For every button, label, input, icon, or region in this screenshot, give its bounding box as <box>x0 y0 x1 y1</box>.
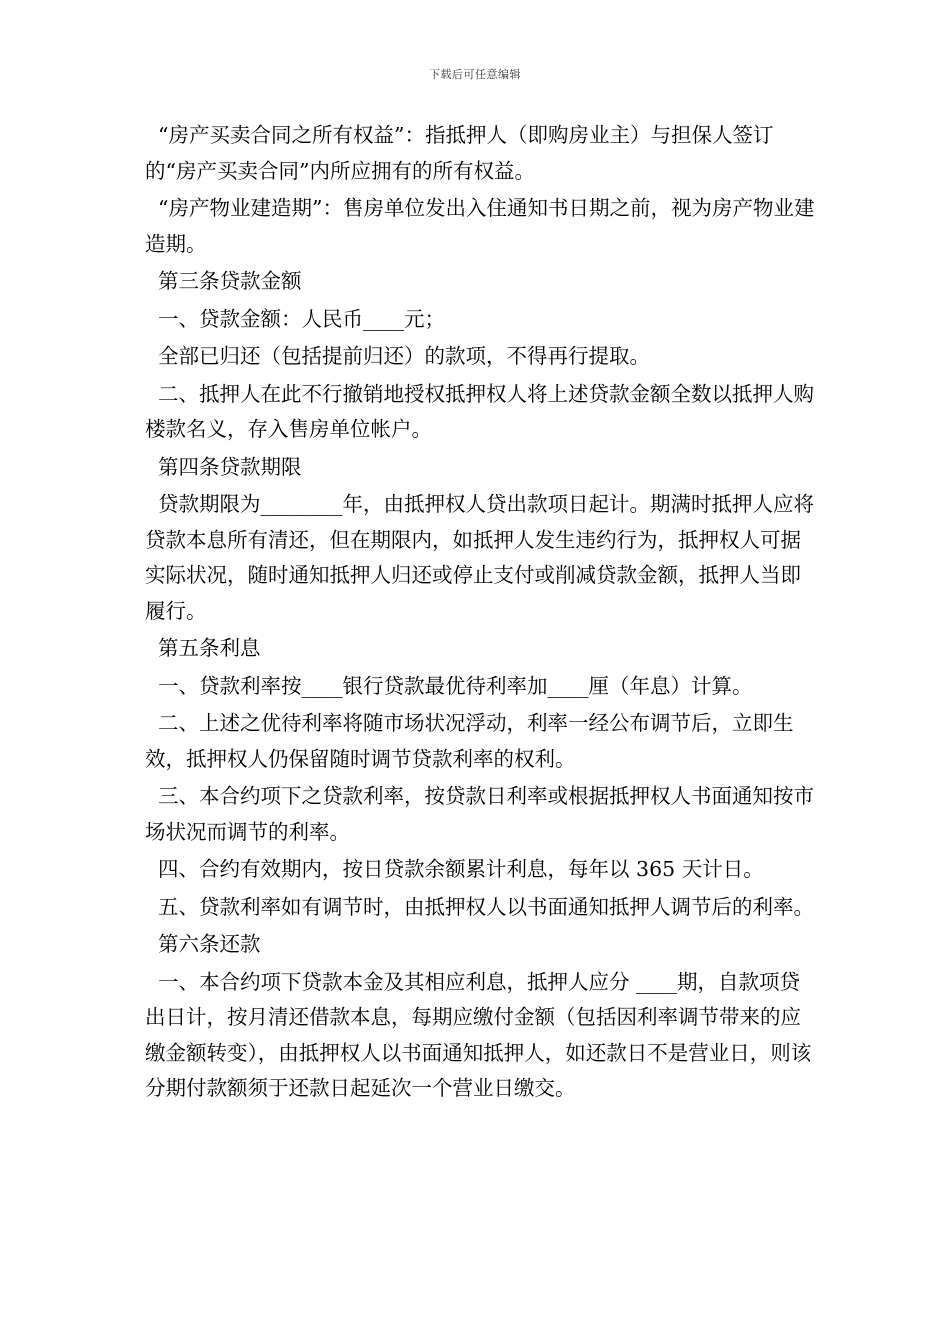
article-5-clause-1: 一、贷款利率按____银行贷款最优待利率加____厘（年息）计算。 <box>145 673 753 698</box>
article-6-clause-1: 一、本合约项下贷款本金及其相应利息，抵押人应分 ____期，自款项贷出日计，按月清还借款本息，每期应缴付金额（包括因利率调节带来的应缴金额转变），由抵押权人以书面通知抵押人，如还款日不是营业日，则该分期付款额须于还款日起延次一个营业日缴交。 <box>145 969 812 1100</box>
article-5-clause-3: 三、本合约项下之贷款利率，按贷款日利率或根据抵押权人书面通知按市场状况而调节的利率。 <box>145 784 815 844</box>
article-5-clause-2: 二、上述之优待利率将随市场状况浮动，利率一经公布调节后，立即生效，抵押权人仍保留随时调节贷款利率的权利。 <box>145 711 794 771</box>
article-4-heading: 第四条贷款期限 <box>145 454 302 479</box>
definition-purchase-contract-rights: “房产买卖合同之所有权益”：指抵押人（即购房业主）与担保人签订的“房产买卖合同”内所应拥有的所有权益。 <box>145 123 774 183</box>
article-5-clause-4: 四、合约有效期内，按日贷款余额累计利息，每年以 365 天计日。 <box>145 857 764 881</box>
article-3-heading: 第三条贷款金额 <box>145 269 302 293</box>
article-5-heading: 第五条利息 <box>145 636 261 660</box>
article-6-heading: 第六条还款 <box>145 932 261 956</box>
article-3-repaid-note: 全部已归还（包括提前归还）的款项，不得再行提取。 <box>145 344 651 368</box>
page-header: 下载后可任意编辑 <box>429 68 521 81</box>
definition-construction-period: “房产物业建造期”：售房单位发出入住通知书日期之前，视为房产物业建造期。 <box>145 196 815 256</box>
article-5-clause-5: 五、贷款利率如有调节时，由抵押权人以书面通知抵押人调节后的利率。 <box>145 894 815 919</box>
article-4-body: 贷款期限为________年，由抵押权人贷出款项日起计。期满时抵押人应将贷款本息所有清还，但在期限内，如抵押人发生违约行为，抵押权人可据实际状况，随时通知抵押人归还或停止支付或削减贷款金额，抵押人当即履行。 <box>145 492 815 623</box>
document-body <box>145 118 815 1109</box>
article-3-clause-2: 二、抵押人在此不行撤销地授权抵押权人将上述贷款金额全数以抵押人购楼款名义，存入售房单位帐户。 <box>145 381 815 441</box>
article-3-clause-1: 一、贷款金额：人民币____元； <box>145 306 446 331</box>
